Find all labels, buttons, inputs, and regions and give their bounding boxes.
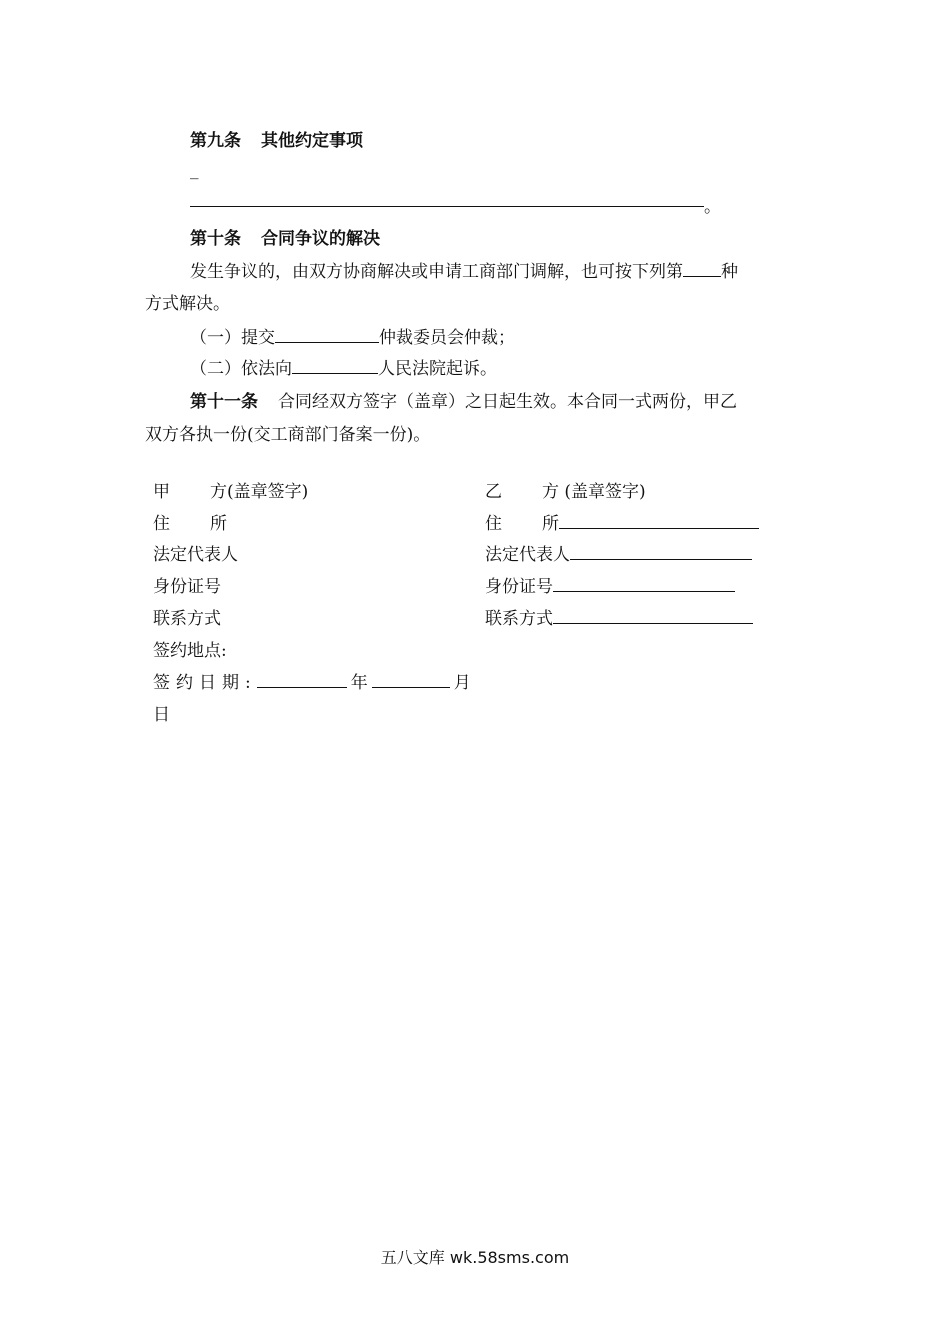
party-b-contact-label: 联系方式	[485, 609, 553, 629]
article10-option2	[190, 354, 497, 379]
article11-line1	[190, 387, 737, 412]
party-b-legal-rep-label: 法定代表人	[485, 545, 570, 565]
article10-para-text-a: 发生争议的，由双方协商解决或申请工商部门调解，也可按下列第	[190, 262, 683, 282]
article11-line2: 双方各执一份(交工商部门备案一份)。	[145, 425, 431, 445]
party-b-address-blank	[559, 514, 759, 529]
party-b-label-a: 乙	[485, 482, 502, 502]
signing-place: 签约地点:	[153, 641, 227, 661]
article10-choice-blank	[683, 262, 721, 277]
article9-title: 第九条	[190, 131, 241, 151]
article10-para-text-b: 种	[721, 262, 738, 282]
article10-heading	[190, 224, 380, 249]
article10-title-text: 合同争议的解决	[261, 229, 380, 249]
party-b-label	[485, 477, 646, 502]
option2-text-a: （二）依法向	[190, 359, 292, 379]
party-a-label-a: 甲	[153, 482, 170, 502]
signing-month-blank	[372, 673, 450, 688]
signing-month: 月	[453, 673, 471, 693]
article11-text-line1: 合同经双方签字（盖章）之日起生效。本合同一式两份，甲乙	[278, 392, 737, 412]
article10-title: 第十条	[190, 229, 241, 249]
signing-year-blank	[257, 673, 347, 688]
signing-year: 年	[350, 673, 368, 693]
party-b-id-no-label: 身份证号	[485, 577, 553, 597]
option1-text-a: （一）提交	[190, 328, 275, 348]
article10-para-line2: 方式解决。	[145, 294, 230, 314]
party-a-legal-rep: 法定代表人	[153, 545, 238, 565]
party-a-label-b: 方(盖章签字)	[210, 482, 309, 502]
party-b-address	[485, 509, 759, 534]
article9-end-mark: 。	[704, 197, 721, 217]
article9-title-text: 其他约定事项	[261, 131, 363, 151]
party-b-contact-blank	[553, 609, 753, 624]
article9-dash: _	[190, 160, 199, 180]
option2-blank	[292, 359, 378, 374]
party-a-address	[153, 509, 227, 534]
party-b-id-no	[485, 572, 735, 597]
article10-option1	[190, 323, 515, 348]
party-a-contact: 联系方式	[153, 609, 221, 629]
option1-text-b: 仲裁委员会仲裁；	[379, 328, 515, 348]
party-b-legal-rep-blank	[570, 545, 752, 560]
article9-heading	[190, 126, 363, 151]
option2-text-b: 人民法院起诉。	[378, 359, 497, 379]
article11-title: 第十一条	[190, 392, 258, 412]
party-b-address-b: 所	[542, 514, 559, 534]
party-b-legal-rep	[485, 540, 752, 565]
signing-date-label: 签约日期:	[153, 673, 257, 693]
signing-day: 日	[153, 705, 170, 725]
party-a-address-b: 所	[210, 514, 227, 534]
option1-blank	[275, 328, 379, 343]
article9-blank-line	[190, 206, 704, 207]
signing-date	[153, 668, 471, 693]
footer-watermark: 五八文库 wk.58sms.com	[380, 1248, 570, 1267]
party-b-contact	[485, 604, 753, 629]
party-b-label-b: 方 (盖章签字)	[542, 482, 646, 502]
party-a-id-no: 身份证号	[153, 577, 221, 597]
article10-para-line1	[190, 257, 738, 282]
party-b-id-no-blank	[553, 577, 735, 592]
party-a-label	[153, 477, 308, 502]
party-a-address-a: 住	[153, 514, 170, 534]
party-b-address-a: 住	[485, 514, 502, 534]
